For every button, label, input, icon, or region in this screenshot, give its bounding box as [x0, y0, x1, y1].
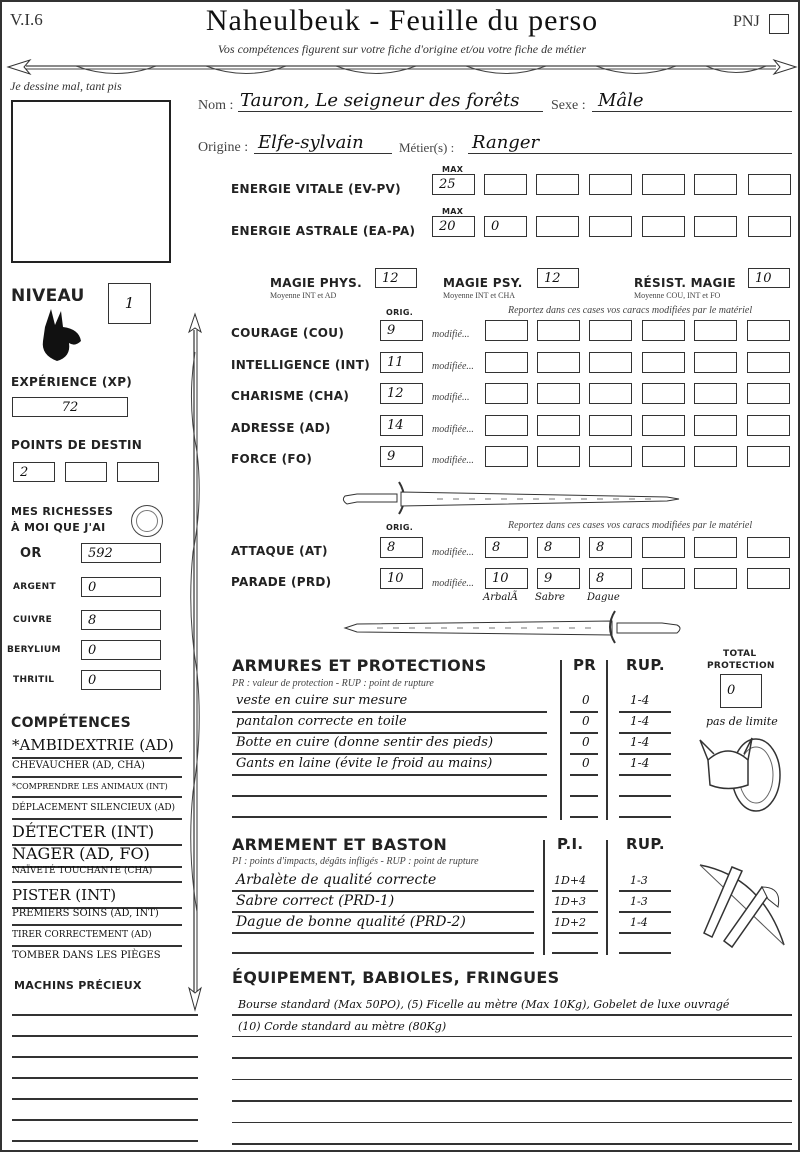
ea-box[interactable]: [694, 216, 737, 237]
armure-pr-underline: [570, 774, 598, 776]
armement-title: ARMEMENT ET BASTON: [232, 835, 448, 854]
competence-item[interactable]: DÉPLACEMENT SILENCIEUX (AD): [12, 803, 176, 813]
money-value[interactable]: 0: [81, 670, 161, 690]
arme-name[interactable]: Sabre correct (PRD-1): [236, 893, 395, 909]
combat-label: PARADE (PRD): [231, 575, 332, 589]
armement-divider-1: [543, 840, 545, 955]
ev-box[interactable]: [536, 174, 579, 195]
competence-underline: [12, 757, 182, 759]
destin-label: POINTS DE DESTIN: [11, 438, 143, 452]
armures-note: PR : valeur de protection - RUP : point de rupture: [232, 678, 434, 689]
armure-pr[interactable]: 0: [582, 714, 590, 728]
combat-mod-box[interactable]: [747, 537, 790, 558]
arme-pi-underline: [552, 890, 598, 892]
stat-mod-box[interactable]: [642, 446, 685, 467]
stat-mod-box[interactable]: [485, 446, 528, 467]
competence-item[interactable]: *COMPRENDRE LES ANIMAUX (INT): [12, 782, 168, 791]
stat-orig-value[interactable]: 12: [380, 383, 423, 404]
weapon-caption: Sabre: [535, 592, 565, 603]
ea-box[interactable]: 20: [432, 216, 475, 237]
destin-box[interactable]: [117, 462, 159, 482]
armure-rup-underline: [619, 774, 671, 776]
resist-magie-value[interactable]: 10: [748, 268, 790, 288]
destin-box[interactable]: 2: [13, 462, 55, 482]
metier-label: Métier(s) :: [399, 140, 455, 155]
armement-note: PI : points d'impacts, dégâts infligés - RUP : point de rupture: [232, 856, 479, 867]
stat-mod-box[interactable]: [694, 352, 737, 373]
competence-item[interactable]: PISTER (INT): [12, 886, 117, 904]
armure-underline: [232, 753, 547, 755]
stat-mod-box[interactable]: [694, 446, 737, 467]
ev-box[interactable]: 25: [432, 174, 475, 195]
arme-rup[interactable]: 1-3: [630, 874, 648, 887]
ea-label: ENERGIE ASTRALE (EA-PA): [231, 224, 416, 238]
ev-box[interactable]: [694, 174, 737, 195]
origine-label: Origine :: [198, 140, 249, 155]
ea-box[interactable]: [536, 216, 579, 237]
arme-pi[interactable]: 1D+3: [554, 895, 587, 908]
combat-modifie-label: modifiée...: [432, 578, 474, 589]
niveau-value[interactable]: 1: [108, 283, 151, 324]
stat-mod-box[interactable]: [537, 352, 580, 373]
armures-col-rup: RUP.: [626, 656, 665, 674]
competence-item[interactable]: NAGER (AD, FO): [12, 844, 150, 863]
arme-name[interactable]: Arbalète de qualité correcte: [236, 872, 437, 888]
stat-mod-box[interactable]: [589, 446, 632, 467]
combat-mod-box[interactable]: 8: [589, 568, 632, 589]
equipement-line: [232, 1057, 792, 1059]
combat-orig-value[interactable]: 10: [380, 568, 423, 589]
sexe-field[interactable]: Mâle: [592, 90, 792, 112]
money-value[interactable]: 0: [81, 640, 161, 660]
stat-mod-box[interactable]: [642, 383, 685, 404]
stat-mod-box[interactable]: [747, 446, 790, 467]
stat-orig-value[interactable]: 11: [380, 352, 423, 373]
stat-modifie-label: modifiée...: [432, 455, 474, 466]
ea-box[interactable]: 0: [484, 216, 527, 237]
armement-col-rup: RUP.: [626, 835, 665, 853]
arme-rup-underline: [619, 952, 671, 954]
spear-illustration-icon: [185, 312, 205, 1012]
xp-value[interactable]: 72: [12, 397, 128, 417]
competence-item[interactable]: TOMBER DANS LES PIÈGES: [12, 950, 161, 961]
arme-underline: [232, 952, 534, 954]
armure-pr-underline: [570, 816, 598, 818]
coin-inner-icon: [136, 510, 158, 532]
stat-orig-value[interactable]: 9: [380, 320, 423, 341]
magie-phys-label: MAGIE PHYS.: [270, 276, 362, 290]
protection-label: PROTECTION: [707, 661, 775, 671]
ev-box[interactable]: [589, 174, 632, 195]
stat-modifie-label: modifiée...: [432, 360, 474, 372]
richesses-label-2: À MOI QUE J'AI: [11, 521, 106, 534]
competence-underline: [12, 796, 182, 798]
combat-mod-box[interactable]: [642, 537, 685, 558]
stat-mod-box[interactable]: [485, 320, 528, 341]
armure-pr[interactable]: 0: [582, 693, 590, 707]
machins-line[interactable]: [12, 1056, 198, 1058]
ev-box[interactable]: [484, 174, 527, 195]
weapon-caption: Dague: [587, 592, 620, 603]
armure-rup-underline: [619, 816, 671, 818]
stat-label: INTELLIGENCE (INT): [231, 357, 370, 372]
combat-mod-box[interactable]: 9: [537, 568, 580, 589]
arme-rup-underline: [619, 890, 671, 892]
sexe-label: Sexe :: [551, 98, 586, 113]
spear-divider-icon: [6, 57, 798, 79]
magie-psy-value[interactable]: 12: [537, 268, 579, 288]
richesses-label: MES RICHESSES: [11, 505, 114, 518]
sheet-title: Naheulbeuk - Feuille du perso: [205, 4, 599, 37]
armure-pr-underline: [570, 795, 598, 797]
machins-line[interactable]: [12, 1140, 198, 1142]
equipement-line: [232, 1014, 792, 1016]
money-label: OR: [20, 546, 42, 561]
combat-orig-label: ORIG.: [386, 523, 414, 532]
combat-label: ATTAQUE (AT): [231, 544, 328, 558]
stat-label: ADRESSE (AD): [231, 420, 331, 435]
competences-label: COMPÉTENCES: [11, 715, 131, 731]
magie-psy-note: Moyenne INT et CHA: [443, 291, 516, 300]
arme-underline: [232, 932, 534, 934]
competence-underline: [12, 945, 182, 947]
equipement-line: [232, 1100, 792, 1102]
money-value[interactable]: 0: [81, 577, 161, 597]
crossed-weapons-icon: [692, 857, 792, 952]
stat-orig-value[interactable]: 14: [380, 415, 423, 436]
arme-pi-underline: [552, 952, 598, 954]
combat-mod-box[interactable]: [642, 568, 685, 589]
arme-pi[interactable]: 1D+4: [554, 874, 587, 887]
armure-pr-underline: [570, 732, 598, 734]
stat-mod-box[interactable]: [747, 415, 790, 436]
machins-line[interactable]: [12, 1035, 198, 1037]
combat-report-note: Reportez dans ces cases vos caracs modifiées par le matériel: [508, 520, 753, 531]
armures-title: ARMURES ET PROTECTIONS: [232, 656, 487, 675]
competence-underline: [12, 881, 182, 883]
armure-underline: [232, 774, 547, 776]
arme-underline: [232, 911, 534, 913]
money-value[interactable]: 8: [81, 610, 161, 630]
equipement-line: [232, 1122, 792, 1124]
equipement-line: [232, 1143, 792, 1145]
equipement-text[interactable]: (10) Corde standard au mètre (80Kg): [238, 1019, 447, 1033]
money-label: THRITIL: [13, 675, 55, 685]
money-label: CUIVRE: [13, 615, 53, 625]
combat-orig-value[interactable]: 8: [380, 537, 423, 558]
ev-max-label: MAX: [442, 165, 464, 174]
stat-mod-box[interactable]: [589, 352, 632, 373]
equipement-line: [232, 1079, 792, 1081]
competence-item[interactable]: CHEVAUCHER (AD, CHA): [12, 760, 145, 771]
armure-rup-underline: [619, 732, 671, 734]
money-value[interactable]: 592: [81, 543, 161, 563]
combat-mod-box[interactable]: 8: [589, 537, 632, 558]
stat-mod-box[interactable]: [642, 415, 685, 436]
equipement-text[interactable]: Bourse standard (Max 50PO), (5) Ficelle au mètre (Max 10Kg), Gobelet de luxe ouvragé: [238, 998, 730, 1011]
competence-item[interactable]: PREMIERS SOINS (AD, INT): [12, 908, 159, 919]
ea-max-label: MAX: [442, 207, 464, 216]
money-label: ARGENT: [13, 582, 56, 592]
stat-mod-box[interactable]: [694, 383, 737, 404]
armure-pr-underline: [570, 753, 598, 755]
armure-rup[interactable]: 1-4: [630, 735, 650, 749]
version-label: V.I.6: [10, 10, 43, 29]
armures-divider-2: [606, 660, 608, 820]
nom-label: Nom :: [198, 98, 234, 113]
armure-name[interactable]: Botte en cuire (donne sentir des pieds): [236, 735, 494, 750]
portrait-box[interactable]: [11, 100, 171, 263]
armure-underline: [232, 732, 547, 734]
armure-underline: [232, 711, 547, 713]
magie-phys-note: Moyenne INT et AD: [270, 291, 337, 300]
sheet-subtitle: Vos compétences figurent sur votre fiche d'origine et/ou votre fiche de métier: [217, 42, 587, 56]
stat-mod-box[interactable]: [642, 352, 685, 373]
stats-report-note: Reportez dans ces cases vos caracs modifiées par le matériel: [508, 305, 753, 316]
competence-item[interactable]: TIRER CORRECTEMENT (AD): [12, 930, 152, 940]
armure-rup-underline: [619, 795, 671, 797]
armure-name[interactable]: pantalon correcte en toile: [236, 714, 407, 729]
combat-mod-box[interactable]: [694, 537, 737, 558]
armure-rup[interactable]: 1-4: [630, 714, 650, 728]
arme-rup-underline: [619, 911, 671, 913]
equipement-line: [232, 1036, 792, 1038]
competence-underline: [12, 924, 182, 926]
stat-mod-box[interactable]: [747, 352, 790, 373]
resist-magie-label: RÉSIST. MAGIE: [634, 276, 736, 290]
machins-line[interactable]: [12, 1098, 198, 1100]
stats-orig-label: ORIG.: [386, 308, 414, 317]
dragon-icon: [35, 307, 85, 363]
stat-mod-box[interactable]: [485, 383, 528, 404]
arme-underline: [232, 890, 534, 892]
stat-mod-box[interactable]: [747, 320, 790, 341]
stat-modifie-label: modifié...: [432, 329, 470, 340]
stat-mod-box[interactable]: [537, 415, 580, 436]
arme-rup[interactable]: 1-4: [630, 916, 648, 929]
niveau-label: NIVEAU: [11, 286, 85, 306]
ea-box[interactable]: [589, 216, 632, 237]
stat-label: COURAGE (COU): [231, 326, 345, 340]
armure-rup-underline: [619, 711, 671, 713]
ea-box[interactable]: [642, 216, 685, 237]
stat-mod-box[interactable]: [694, 320, 737, 341]
combat-mod-box[interactable]: 8: [485, 537, 528, 558]
stat-mod-box[interactable]: [589, 383, 632, 404]
stat-mod-box[interactable]: [589, 320, 632, 341]
armure-pr[interactable]: 0: [582, 756, 590, 770]
combat-mod-box[interactable]: [694, 568, 737, 589]
portrait-caption: Je dessine mal, tant pis: [10, 79, 122, 93]
combat-mod-box[interactable]: [747, 568, 790, 589]
arme-name[interactable]: Dague de bonne qualité (PRD-2): [236, 914, 466, 930]
equipement-title: ÉQUIPEMENT, BABIOLES, FRINGUES: [232, 968, 560, 987]
stat-label: CHARISME (CHA): [231, 389, 350, 403]
stat-modifie-label: modifiée...: [432, 423, 474, 435]
stat-mod-box[interactable]: [747, 383, 790, 404]
stat-mod-box[interactable]: [485, 352, 528, 373]
machins-line[interactable]: [12, 1077, 198, 1079]
machins-line[interactable]: [12, 1119, 198, 1121]
competence-underline: [12, 818, 182, 820]
armure-underline: [232, 816, 547, 818]
metier-field[interactable]: Ranger: [468, 132, 792, 154]
weapon-caption: ArbalÃ: [483, 592, 518, 603]
armures-col-pr: PR: [573, 656, 597, 674]
competence-item[interactable]: DÉTECTER (INT): [12, 822, 155, 841]
resist-magie-note: Moyenne COU, INT et FO: [634, 291, 721, 300]
armure-pr-underline: [570, 711, 598, 713]
armure-pr[interactable]: 0: [582, 735, 590, 749]
arme-pi-underline: [552, 911, 598, 913]
xp-label: EXPÉRIENCE (XP): [11, 375, 133, 389]
combat-mod-box[interactable]: 8: [537, 537, 580, 558]
stat-orig-value[interactable]: 9: [380, 446, 423, 467]
arme-pi[interactable]: 1D+2: [554, 916, 587, 929]
arme-rup[interactable]: 1-3: [630, 895, 648, 908]
competence-item[interactable]: *AMBIDEXTRIE (AD): [12, 736, 174, 754]
armure-name[interactable]: Gants en laine (évite le froid au mains): [236, 756, 493, 771]
armure-underline: [232, 795, 547, 797]
stat-modifie-label: modifié...: [432, 392, 470, 403]
armement-col-pi: P.I.: [557, 835, 584, 853]
limit-note: pas de limite: [706, 715, 778, 728]
total-protection-value[interactable]: 0: [720, 674, 762, 708]
nom-field[interactable]: Tauron, Le seigneur des forêts: [238, 90, 543, 112]
ev-label: ENERGIE VITALE (EV-PV): [231, 182, 401, 196]
competence-item[interactable]: NAÏVETÉ TOUCHANTE (CHA): [12, 866, 153, 876]
stat-mod-box[interactable]: [537, 446, 580, 467]
armures-divider-1: [560, 660, 562, 820]
origine-field[interactable]: Elfe-sylvain: [254, 132, 392, 154]
stat-mod-box[interactable]: [694, 415, 737, 436]
armement-divider-2: [606, 840, 608, 955]
armure-rup[interactable]: 1-4: [630, 756, 650, 770]
stat-mod-box[interactable]: [642, 320, 685, 341]
pnj-checkbox[interactable]: [769, 14, 789, 34]
combat-modifie-label: modifiée...: [432, 547, 474, 558]
magie-psy-label: MAGIE PSY.: [443, 276, 523, 290]
helmet-shield-icon: [698, 730, 788, 820]
combat-mod-box[interactable]: 10: [485, 568, 528, 589]
machins-line[interactable]: [12, 1014, 198, 1016]
ea-box[interactable]: [748, 216, 791, 237]
ev-box[interactable]: [748, 174, 791, 195]
machins-label: MACHINS PRÉCIEUX: [14, 979, 142, 992]
armure-rup[interactable]: 1-4: [630, 693, 650, 707]
competence-underline: [12, 776, 182, 778]
destin-box[interactable]: [65, 462, 107, 482]
arme-pi-underline: [552, 932, 598, 934]
sword-illustration-icon: [337, 609, 687, 645]
stat-mod-box[interactable]: [589, 415, 632, 436]
magie-phys-value[interactable]: 12: [375, 268, 417, 288]
ev-box[interactable]: [642, 174, 685, 195]
pnj-label: PNJ: [733, 13, 760, 30]
armure-rup-underline: [619, 753, 671, 755]
total-label: TOTAL: [723, 649, 757, 659]
arme-rup-underline: [619, 932, 671, 934]
stat-mod-box[interactable]: [537, 383, 580, 404]
sword-illustration-icon: [337, 480, 687, 516]
stat-mod-box[interactable]: [537, 320, 580, 341]
money-label: BERYLIUM: [7, 645, 61, 655]
stat-label: FORCE (FO): [231, 452, 313, 466]
armure-name[interactable]: veste en cuire sur mesure: [236, 693, 408, 708]
stat-mod-box[interactable]: [485, 415, 528, 436]
